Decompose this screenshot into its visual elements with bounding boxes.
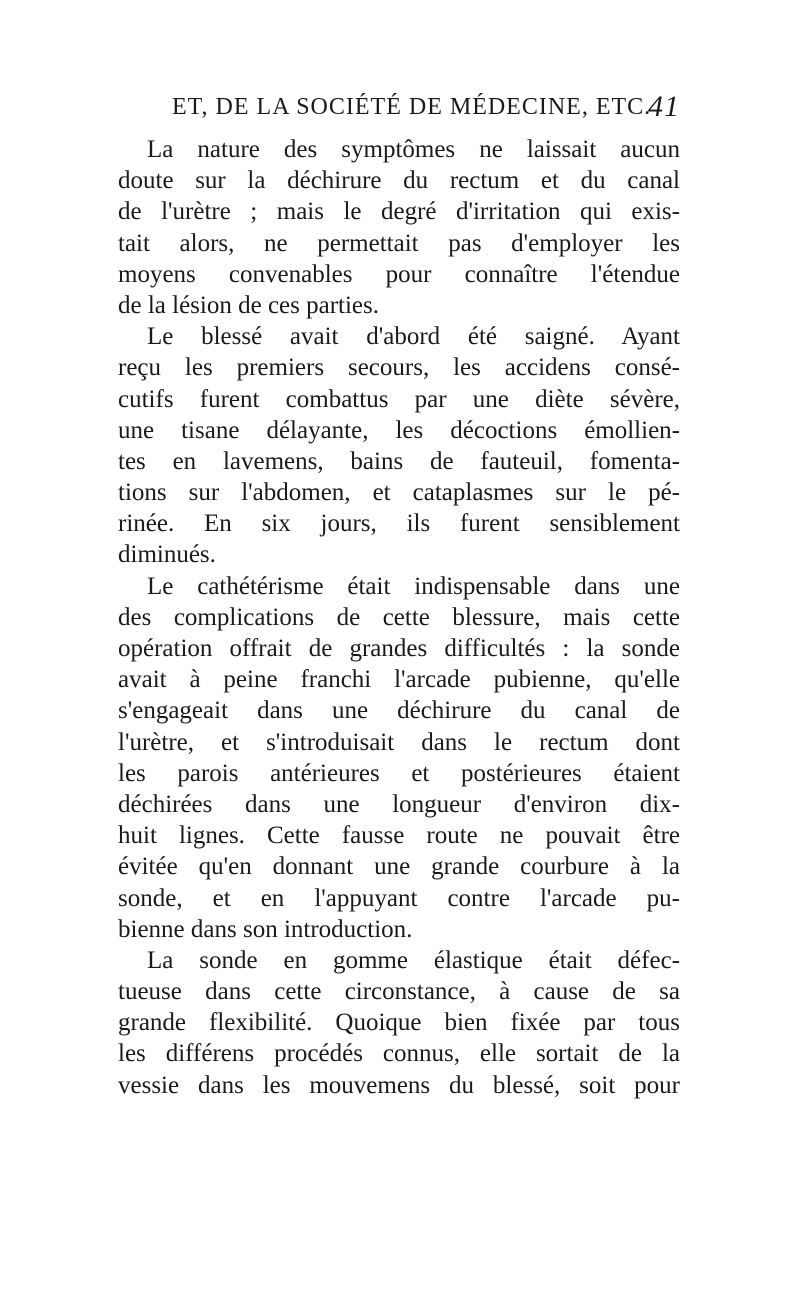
text-line: La sonde en gomme élastique était défec- [147,946,680,974]
text-line: une tisane délayante, les décoctions émollien- [118,416,680,444]
text-line: diminués. [118,541,216,569]
paragraph-2 [118,321,680,571]
text-line: de la lésion de ces parties. [118,291,380,319]
text-line: grande flexibilité. Quoique bien fixée par tous [118,1009,680,1037]
text-line: tes en lavemens, bains de fauteuil, fomenta- [118,447,680,475]
text-line: tions sur l'abdomen, et cataplasmes sur le pé- [118,479,680,507]
text-line: sonde, et en l'appuyant contre l'arcade pu- [118,884,680,912]
text-line: déchirées dans une longueur d'environ dix- [118,790,680,818]
running-head [160,90,680,134]
text-line: avait à peine franchi l'arcade pubienne, qu'elle [118,666,680,694]
page-number: 41 [648,90,680,123]
text-line: reçu les premiers secours, les accidens consé- [118,354,680,382]
text-line: les parois antérieures et postérieures étaient [118,759,680,787]
paragraph-1 [118,134,680,321]
text-line: vessie dans les mouvemens du blessé, soit pour [118,1071,680,1099]
text-line: opération offrait de grandes difficultés : la sonde [118,635,680,662]
text-line: tueuse dans cette circonstance, à cause de sa [118,978,680,1006]
paragraph-4 [118,945,680,1101]
text-line: doute sur la déchirure du rectum et du canal [118,167,680,195]
text-line: s'engageait dans une déchirure du canal de [118,697,680,725]
text-line: rinée. En six jours, ils furent sensiblement [118,510,680,538]
text-line: Le cathétérisme était indispensable dans une [147,572,680,600]
text-line: de l'urètre ; mais le degré d'irritation qui exis- [118,198,680,226]
body-text [118,134,680,1101]
text-line: Le blessé avait d'abord été saigné. Ayant [147,323,680,351]
text-line: bienne dans son introduction. [118,915,413,943]
running-title: ET, DE LA SOCIÉTÉ DE MÉDECINE, ETC. [172,94,652,120]
text-line: moyens convenables pour connaître l'étendue [118,260,680,288]
text-line: évitée qu'en donnant une grande courbure à la [118,853,680,881]
text-line: tait alors, ne permettait pas d'employer les [118,229,680,257]
text-line: des complications de cette blessure, mais cette [118,603,680,631]
text-line: La nature des symptômes ne laissait aucun [147,136,680,163]
text-line: huit lignes. Cette fausse route ne pouvait être [118,822,680,850]
text-line: les différens procédés connus, elle sortait de la [118,1040,680,1068]
paragraph-3 [118,571,680,945]
text-line: cutifs furent combattus par une diète sévère, [118,385,680,413]
text-line: l'urètre, et s'introduisait dans le rectum dont [118,728,680,756]
